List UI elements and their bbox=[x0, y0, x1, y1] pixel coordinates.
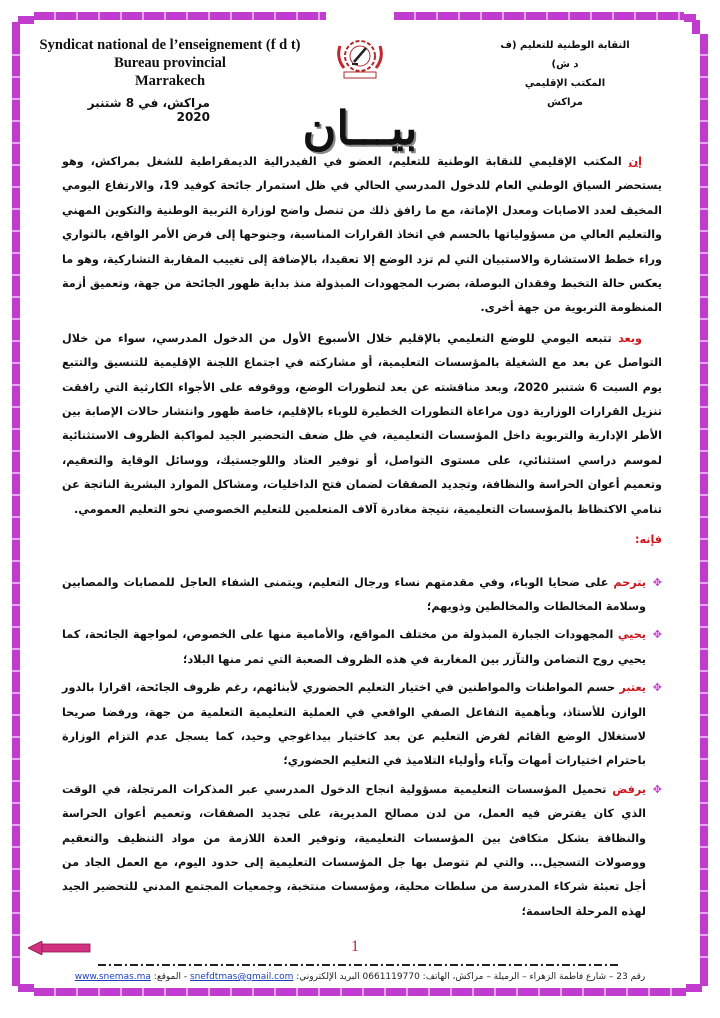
arrow-left-icon[interactable] bbox=[28, 940, 92, 954]
paragraph-intro-text: المكتب الإقليمي للنقابة الوطنية للتعليم، العضو في الفيدرالية الديمقراطية للشغل بمراكش، وهو يستحضر السياق الوطني العام للدخول المدرسي الحالي في ظل استمرار جائحة كوفيد 19، والارتفاع اليومي المخيف لعدد الاصابات ومعدل الإماتة، مع ما رافق ذلك من تنصل واضح لوزارة التربية الوطنية والتكوين المهني والتعليم العالي من مسؤولياتها بالحسم في اتخاذ القرارات المناسبة، وجنوحها إلى فرض الأمر الواقع، بالتواري وراء خطط الاستشارة والاستبيان التي لم تزد الوضع إلا تعقيدا، بالإضافة إلى تغييب المقاربة التشاركية، وهو ما يعكس حالة التخبط وفقدان البوصلة، بضرب المجهودات المبذولة منذ بداية ظهور الجائحة من جهة، وتعميق أزمة المنظومة التربوية من جهة أخرى. bbox=[62, 155, 663, 315]
frame-top-left bbox=[34, 12, 326, 20]
header-arabic-line3: مراكش bbox=[547, 97, 583, 108]
header-arabic-line2: المكتب الإقليمي bbox=[524, 78, 606, 89]
document-title: بيـــان bbox=[302, 101, 418, 155]
footer-divider bbox=[98, 964, 618, 966]
header-arabic-line1: النقابة الوطنية للتعليم (ف د ش) bbox=[500, 40, 630, 70]
footer-contact bbox=[60, 970, 660, 984]
bullet-text: على ضحايا الوباء، وفي مقدمتهم نساء ورجال التعليم، ويتمنى الشفاء العاجل للمصابات والمصابين وسلامة المخالطات والمخالطين وذويهم؛ bbox=[62, 575, 646, 613]
paragraph-followup-text: تتبعه اليومي للوضع التعليمي بالإقليم خلال الأسبوع الأول من الدخول المدرسي، سواء من خلال التواصل عن بعد مع الشغيلة بالمؤسسات التعليمية، أو مشاركته في اجتماع اللجنة الإقليمية للتنسيق والتتبع يوم السبت 6 شتنبر 2020، وبعد مناقشته عن بعد لتطورات الوضع، ووقوفه على الأجواء الكارثية التي رافقت تنزيل القرارات الوزارية دون مراعاة التطورات الخطيرة للوباء بالإقليم، خاصة ظهور وانتشار حالات الإصابة بين الأطر الإدارية والتربوية داخل المؤسسات التعليمية، في ظل ضعف التحضير الجيد لمواكبة الظروف الاستثنائية لموسم دراسي استثنائي، على مستوى التواصل، أو توفير العتاد واللوجستيك، ووسائل الوقاية والتعقيم، وتعميم أعوان الحراسة والنظافة، وتجديد الصفقات لضمان فتح الداخليات، ومشاكل الموارد البشرية الناتجة عن تنامي الاكتظاظ بالمؤسسات التعليمية، نتيجة مغادرة آلاف المتعلمين للتعليم الخصوصي نحو التعليم العمومي. bbox=[62, 331, 662, 516]
frame-left bbox=[12, 34, 20, 974]
footer-address: رقم 23 – شارع فاطمة الزهراء – الرميلة – مراكش، الهاتف: 0661119770 البريد الإلكتروني: bbox=[293, 972, 646, 982]
paragraph-intro-lead: إن bbox=[628, 155, 642, 168]
bullet-item bbox=[62, 623, 662, 672]
footer-site-label: - الموقع: bbox=[150, 972, 190, 982]
statement-body bbox=[62, 150, 662, 928]
frame-top-right bbox=[394, 12, 684, 20]
frame-corner-tl bbox=[18, 16, 34, 24]
footer-website-link[interactable]: www.snemas.ma bbox=[74, 972, 151, 982]
footer-email-link[interactable]: snefdtmas@gmail.com bbox=[189, 972, 294, 982]
frame-corner-bl2 bbox=[18, 984, 34, 992]
header-arabic bbox=[500, 36, 630, 112]
bullet-text: المجهودات الجبارة المبذولة من مختلف المواقع، والأمامية منها على الخصوص، لمواجهة الجائحة، كما يحيي روح التضامن والتآزر بين المغاربة في هذه الظروف الصعبة التي تمر منها البلاد؛ bbox=[62, 628, 646, 666]
header-french bbox=[38, 36, 302, 90]
document-date: مراكش، في 8 شتنبر 2020 bbox=[87, 96, 210, 124]
diamond-bullet-icon: ✥ bbox=[652, 575, 662, 589]
bullet-lead: يعتبر bbox=[619, 681, 646, 695]
frame-bottom bbox=[34, 988, 686, 996]
page-number: 1 bbox=[351, 938, 359, 955]
bullet-item bbox=[62, 676, 662, 774]
paragraph-intro bbox=[62, 150, 662, 321]
diamond-bullet-icon: ✥ bbox=[652, 628, 662, 642]
paragraph-followup-lead: وبعد bbox=[618, 331, 642, 345]
frame-right bbox=[700, 34, 708, 974]
therefore-heading: فإنه: bbox=[635, 533, 662, 547]
diamond-bullet-icon: ✥ bbox=[652, 782, 662, 796]
frame-corner-br2 bbox=[686, 984, 702, 992]
header-french-line3: Marrakech bbox=[134, 73, 206, 89]
bullet-text: حسم المواطنات والمواطنين في اختيار التعليم الحضوري لأبنائهم، رغم ظروف الجائحة، اقرارا بالدور الوازن للأستاذ، وبأهمية التفاعل الصفي الواقعي في العملية التعليمية التعلمية من جهة، ورفضا صريحا لاستغلال الوضع القائم لفرض التعليم عن بعد كاختيار بيداغوجي وحيد، كما يسجل عدم التزام الوزارة باحترام اختيارات أمهات وآباء وأولياء التلاميذ في التعليم الحضوري؛ bbox=[62, 681, 646, 768]
union-emblem-icon bbox=[332, 36, 388, 84]
bullet-item bbox=[62, 778, 662, 924]
bullet-lead: يترحم bbox=[613, 575, 646, 589]
header-french-line1: Syndicat national de l’enseignement (f d t) bbox=[39, 37, 301, 53]
bullet-text: تحميل المؤسسات التعليمية مسؤولية انجاح الدخول المدرسي عبر المذكرات المرتجلة، في الوقت الذي كان يفترض فيه العمل، من لدن مصالح المديرية، على تجديد الصفقات، وتعميم أعوان الحراسة والنظافة بشكل متكافئ بين المؤسسات التعليمية، وتوفير العدة اللازمة من مواد التنظيف والتعقيم ووصولات التسجيل... والتي لم تتوصل بها جل المؤسسات التعليمية إلى حدود اليوم، مع العمل الجاد من أجل تعبئة شركاء المدرسة من سلطات محلية، ومؤسسات منتخبة، وجمعيات المجتمع المدني للتحضير الجيد لهذه المرحلة الحاسمة؛ bbox=[62, 782, 646, 918]
diamond-bullet-icon: ✥ bbox=[652, 681, 662, 695]
bullet-lead: يرفض bbox=[612, 782, 646, 796]
bullet-lead: يحيي bbox=[617, 628, 646, 642]
header-french-line2: Bureau provincial bbox=[114, 55, 226, 71]
frame-corner-tl2 bbox=[12, 22, 20, 34]
frame-corner-tr2 bbox=[692, 20, 700, 34]
bullet-item bbox=[62, 571, 662, 620]
paragraph-followup bbox=[62, 327, 662, 522]
